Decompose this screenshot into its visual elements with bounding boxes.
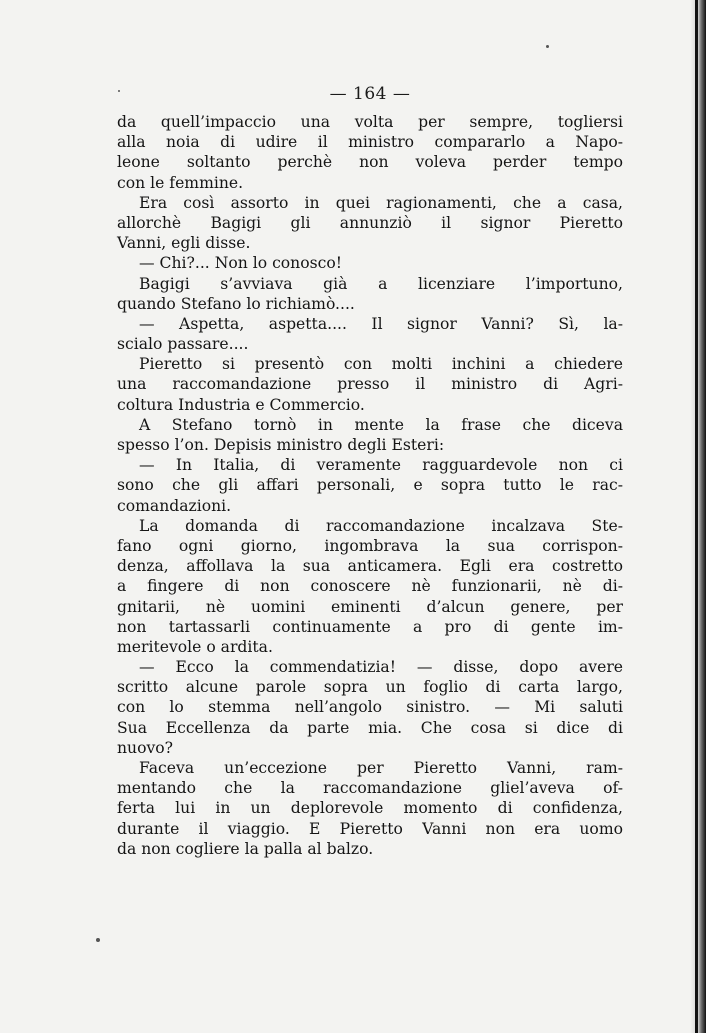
text-line: Faceva un’eccezione per Pieretto Vanni, ram- — [139, 759, 623, 777]
paper-speck — [118, 90, 120, 92]
text-line: denza, affollava la sua anticamera. Egli era costretto — [117, 557, 623, 576]
text-line: da non cogliere la palla al balzo. — [117, 839, 374, 858]
text-line: coltura Industria e Commercio. — [117, 395, 365, 414]
text-line: Sua Eccellenza da parte mia. Che cosa si dice di — [117, 718, 623, 737]
text-line: Bagigi s’avviava già a licenziare l’importuno, — [139, 274, 623, 293]
text-line: alla noia di udire il ministro compararlo a Napo- — [117, 133, 623, 152]
text-line: — Chi?... Non lo conosco! — [139, 254, 343, 273]
text-line: scritto alcune parole sopra un foglio di carta largo, — [117, 678, 623, 697]
paper-speck — [96, 938, 100, 942]
text-line: con lo stemma nell’angolo sinistro. — Mi saluti — [117, 698, 623, 717]
page-edge-line — [695, 0, 698, 1033]
text-line: Era così assorto in quei ragionamenti, che a casa, — [139, 193, 623, 212]
paper-speck — [546, 45, 549, 48]
page-number: — 164 — — [329, 84, 411, 104]
text-line: a fingere di non conoscere nè funzionarii, nè di- — [117, 577, 623, 596]
text-line: — Ecco la commendatizia! — disse, dopo avere — [139, 658, 623, 677]
text-line: — Aspetta, aspetta.... Il signor Vanni? Sì, la- — [139, 314, 623, 333]
text-line: con le femmine. — [117, 173, 244, 192]
text-line: una raccomandazione presso il ministro di Agri- — [117, 375, 623, 394]
text-line: sono che gli affari personali, e sopra tutto le rac- — [117, 476, 623, 495]
text-line: spesso l’on. Depisis ministro degli Esteri: — [117, 436, 445, 454]
text-line: Vanni, egli disse. — [117, 234, 251, 253]
text-line: non tartassarli continuamente a pro di gente im- — [117, 617, 623, 636]
text-line: Pieretto si presentò con molti inchini a chiedere — [139, 355, 623, 374]
text-line: allorchè Bagigi gli annunziò il signor Pieretto — [117, 213, 623, 232]
text-line: comandazioni. — [117, 496, 232, 515]
text-line: gnitarii, nè uomini eminenti d’alcun genere, per — [117, 597, 623, 616]
text-line: quando Stefano lo richiamò.... — [117, 294, 355, 313]
text-line: — In Italia, di veramente ragguardevole non ci — [139, 456, 623, 475]
text-line: leone soltanto perchè non voleva perder tempo — [117, 153, 623, 172]
body-text — [117, 112, 623, 859]
text-line: scialo passare.... — [117, 335, 249, 354]
text-line: La domanda di raccomandazione incalzava Ste- — [139, 516, 623, 535]
text-line: ferta lui in un deplorevole momento di confidenza, — [117, 799, 623, 818]
page-edge-shadow — [690, 0, 706, 1033]
text-line: fano ogni giorno, ingombrava la sua corrispon- — [117, 536, 623, 555]
text-line: mentando che la raccomandazione gliel’aveva of- — [117, 779, 623, 798]
text-line: da quell’impaccio una volta per sempre, togliersi — [117, 113, 623, 131]
text-line: A Stefano tornò in mente la frase che diceva — [139, 415, 623, 434]
text-line: nuovo? — [117, 738, 174, 757]
text-line: durante il viaggio. E Pieretto Vanni non era uomo — [117, 819, 623, 838]
text-line: meritevole o ardita. — [117, 637, 273, 656]
